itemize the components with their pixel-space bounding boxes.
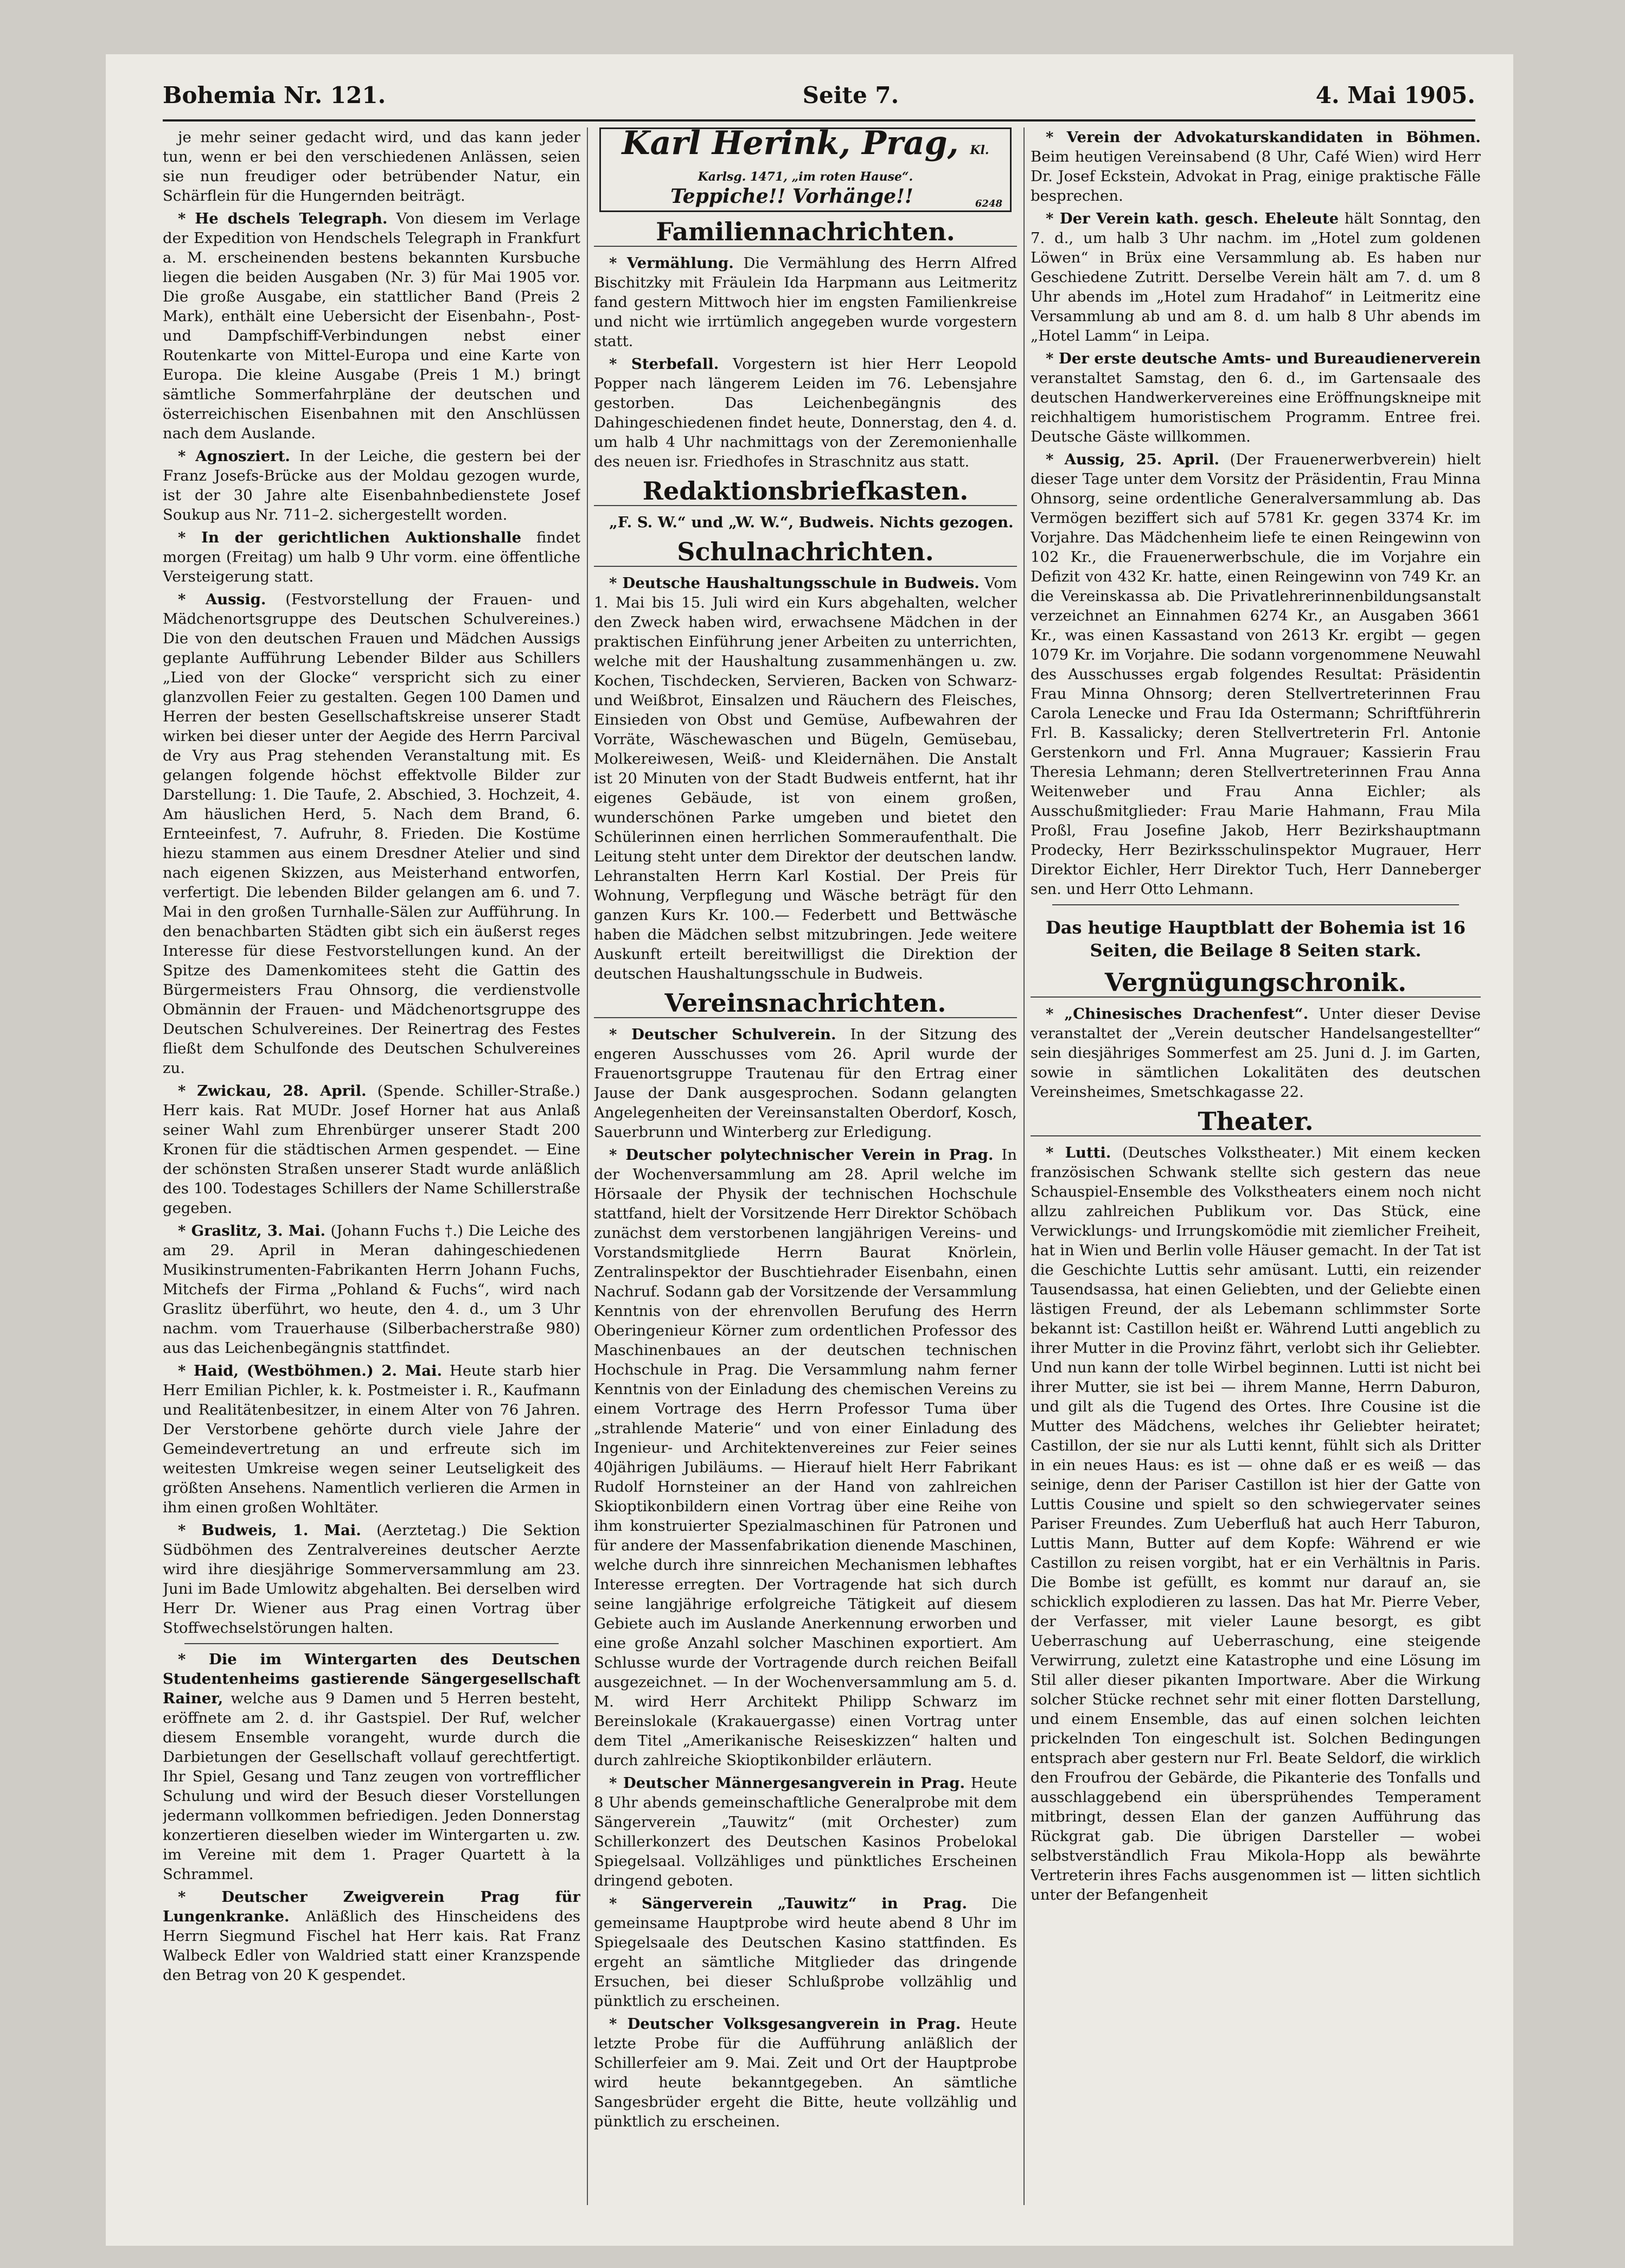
article-text: (Der Frauenerwerbverein) hielt dieser Tage unter dem Vorsitz der Präsidentin, Frau Minna Ohnsorg, seine ordentliche Generalversammlung ab. Das Vermögen beziffert sich auf 5781 Kr. gegen 3374 Kr. im Vorjahre. Das Mädchenheim liefe te einen Reingewinn von 102 Kr., die Frauenerwerbschule, die im Vorjahre ein Defizit von 432 Kr. hatte, einen Reingewinn von 749 Kr. an die Vereinskassa ab. Die Privatlehrerinnenbildungsanstalt verzeichnet an Einnahmen 6274 Kr., an Ausgaben 3661 Kr., was einen Kassastand von 2613 Kr. ergibt — gegen 1079 Kr. im Vorjahre. Die sodann vorgenommene Neuwahl des Ausschusses ergab folgendes Resultat: Präsidentin Frau Minna Ohnsorg; deren Stellvertreterinnen Frau Carola Lenecke und Frau Ida Ostermann; Schriftführerin Frl. B. Kassalicky; deren Stellvertreterin Frl. Antonie Gerstenkorn und Frl. Anna Mugrauer; Kassierin Frau Theresia Lehmann; deren Stellvertreterinnen Frau Anna Weitenweber und Frau Anna Eichler; als Ausschußmitglieder: Frau Marie Hahmann, Frau Mila Proßl, Frau Josefine Jakob, Herr Bezirkshauptmann Prodecky, Herr Bezirksschulinspektor Mugrauer, Herr Direktor Eichler, Herr Direktor Tuch, Herr Danneberger sen. und Herr Otto Lehmann. [1031,451,1481,898]
article-paragraph [1031,1143,1481,1905]
article-paragraph [163,1081,580,1218]
article-heading: * Deutscher Zweigverein Prag für Lungenkranke. [163,1888,580,1925]
article-heading: * Deutscher Schulverein. [609,1026,836,1043]
article-paragraph [163,1887,580,1985]
column-rule-1 [587,127,588,2205]
article-paragraph [163,528,580,586]
article-paragraph [163,1520,580,1638]
article-text: (Johann Fuchs †.) Die Leiche des am 29. April in Meran dahingeschiedenen Musikinstrumenten-Fabrikanten Herrn Johann Fuchs, Mitchefs der Firma „Pohland & Fuchs“, wird nach Graslitz überführt, wo heute, den 4. d., um 3 Uhr nachm. vom Trauerhause (Silberbacherstraße 980) aus das Leichenbegängnis stattfindet. [163,1222,580,1357]
article-text: (Spende. Schiller-Straße.) Herr kais. Rat MUDr. Josef Horner hat aus Anlaß seiner Wahl zum Ehrenbürger unserer Stadt 200 Kronen für die städtischen Armen gespendet. — Eine der schönsten Straßen unserer Stadt wurde anläßlich des 100. Todestages Schillers der Name Schillerstraße gegeben. [163,1082,580,1217]
article-paragraph [594,354,1017,471]
article-paragraph [594,573,1017,983]
article-text: In der Wochenversammlung am 28. April welche im Hörsaale der Physik der technischen Hochschule stattfand, hielt der Vorsitzende Herr Direktor Schöbach zunächst dem verstorbenen langjährigen Vereins- und Vorstandsmitgliede Herrn Baurat Knörlein, Zentralinspektor der Buschtiehrader Eisenbahn, einen Nachruf. Sodann gab der Vorsitzende der Versammlung Kenntnis von der ehrenvollen Berufung des Herrn Oberingenieur Körner zum ordentlichen Professor des Maschinenbaues an der deutschen technischen Hochschule in Prag. Die Versammlung nahm ferner Kenntnis von der Einladung des chemischen Vereins zu einem Vortrage des Herrn Professor Tuma über „strahlende Materie“ und von einer Einladung des Ingenieur- und Architektenvereines zur Feier seines 40jährigen Jubiläums. — Hierauf hielt Herr Fabrikant Rudolf Hornsteiner an der Hand von zahlreichen Skioptikonbildern einen Vortrag über eine Reihe von ihm konstruierter Spezialmaschinen für Patronen und für andere der Massenfabrikation dienende Maschinen, welche durch ihre sinnreichen Mechanismen lebhaftes Interesse erregten. Der Vortragende hat sich durch seine langjährige erfolgreiche Tätigkeit auf diesem Gebiete auch im Auslande Anerkennung erworben und eine große Anzahl solcher Maschinen exportiert. Am Schlusse wurde der Vortragende durch reichen Beifall ausgezeichnet. — In der Wochenversammlung am 5. d. M. wird Herr Architekt Philipp Schwarz im Bereinslokale (Krakauergasse) einen Vortrag unter dem Titel „Amerikanische Reiseskizzen“ halten und durch zahlreiche Skioptikonbilder erläutern. [594,1146,1017,1769]
article-paragraph [163,590,580,1078]
section-heading-entertainment: Vergnügungschronik. [1031,973,1481,998]
article-heading: * Aussig. [178,591,266,608]
header-date: 4. Mai 1905. [1315,81,1475,108]
article-paragraph [1031,450,1481,899]
article-paragraph [594,1145,1017,1770]
column-1 [163,127,580,2205]
ad-products [609,185,1002,209]
article-heading: * Deutscher Volksgesangverein in Prag. [609,2015,961,2033]
article-paragraph [594,1773,1017,1890]
divider [1052,904,1459,905]
article-text: (Aerztetag.) Die Sektion Südböhmen des Zentralvereines deutscher Aerzte wird ihre diesjährige Sommerversammlung am 23. Juni im Bade Umlowitz abgehalten. Bei derselben wird Herr Dr. Wiener aus Prag einen Vortrag über Stoffwechselstörungen halten. [163,1522,580,1637]
ad-brand [609,127,1002,187]
newspaper-page [106,54,1513,2246]
article-paragraph [1031,1004,1481,1102]
article-heading: * Lutti. [1046,1144,1111,1161]
article-paragraph: „F. S. W.“ und „W. W.“, Budweis. Nichts gezogen. [609,514,1014,531]
article-text: (Deutsches Volkstheater.) Mit einem kecken französischen Schwank stellte sich gestern das neue Schauspiel-Ensemble des Volkstheaters einem noch nicht allzu zahlreichen Publikum vor. Das Stück, eine Verwicklungs- und Irrungskomödie mit ziemlicher Freiheit, hat in Wien und Berlin volle Häuser gemacht. In der Tat ist die Geschichte Luttis sehr amüsant. Lutti, ein reizender Tausendsassa, hat einen Geliebten, und der Geliebte einen lästigen Freund, der als Lebemann schlimmster Sorte bekannt ist: Castillon heißt er. Während Lutti angeblich zu ihrer Mutter in die Provinz fährt, verlobt sich ihr Geliebter. Und nun kann der tolle Wirbel beginnen. Lutti ist nicht bei ihrer Mutter, sie ist bei — ihrem Manne, Herrn Daburon, und gilt als die Tugend des Ortes. Ihre Cousine ist die Mutter des Mädchens, welches ihr Geliebter heiratet; Castillon, der sie nur als Lutti kennt, fühlt sich als Dritter in ein neues Haus: es ist — ohne daß er es weiß — das seinige, denn der Pariser Castillon ist hier der Gatte von Luttis Cousine und spielt so den schwiegervater seines Pariser Freundes. Zum Ueberfluß hat auch Herr Taburon, Luttis Mann, Butter auf dem Kopfe: Während er wie Castillon zu reisen vorgibt, hat er ein Verhältnis in Paris. Die Bombe ist gefüllt, es kommt nur darauf an, sie schicklich explodieren zu lassen. Das hat Mr. Pierre Veber, der Verfasser, mit vieler Laune besorgt, es gibt Ueberraschung auf Ueberraschung, eine steigende Verwirrung, zuletzt eine Katastrophe und eine Lösung im Stil aller dieser pikanten Importware. Aber die Wirkung solcher Stücke rechnet sehr mit einer flotten Darstellung, und einem Ensemble, das auf einen solchen leichten prickelnden Ton eingeschult ist. Solchen Bedingungen entsprach aber gestern nur Frl. Beate Seldorf, die wirklich den Froufrou der Gebärde, die Pikanterie des Tonfalls und ausschlaggebend ein übersprühendes Temperament mitbringt, dessen Elan der ganzen Aufführung das Rückgrat gab. Die übrigen Darsteller — wobei selbstverständlich Frau Mikola-Hopp als bewährte Vertreterin ihres Fachs ausgenommen ist — litten sichtlich unter der Befangenheit [1031,1144,1481,1903]
article-heading: * Der Verein kath. gesch. Eheleute [1046,210,1339,227]
article-text: Heute starb hier Herr Emilian Pichler, k. k. Postmeister i. R., Kaufmann und Realitätenbesitzer, in einem Alter von 76 Jahren. Der Verstorbene gehörte durch viele Jahre der Gemeindevertretung an und erfreute sich im weitesten Umkreise wegen seiner Leutseligkeit des größten Ansehens. Namentlich verlieren die Armen in ihm einen großen Wohltäter. [163,1362,580,1516]
article-paragraph [163,209,580,443]
article-heading: * Graslitz, 3. Mai. [178,1222,326,1240]
article-text: veranstaltet Samstag, den 6. d., im Gartensaale des deutschen Handwerkervereines eine Eröffnungskneipe mit reichhaltigem humoristischem Programm. Entree frei. Deutsche Gäste willkommen. [1031,369,1481,445]
article-text: Die Vermählung des Herrn Alfred Bischitzky mit Fräulein Ida Harpmann aus Leitmeritz fand gestern Mittwoch hier im engsten Familienkreise und nicht wie irrtümlich angegeben wurde vorgestern statt. [594,254,1017,350]
article-heading: * Verein der Advokaturskandidaten in Böhmen. [1046,129,1481,146]
article-heading: * Aussig, 25. April. [1046,451,1220,468]
section-heading-theater: Theater. [1031,1111,1481,1136]
section-heading-school: Schulnachrichten. [594,542,1017,567]
article-paragraph [163,446,580,525]
article-text: Unter dieser Devise veranstaltet der „Verein deutscher Handelsangestellter“ sein diesjähriges Sommerfest am 25. Juni d. J. im Garten, sowie in sämtlichen Lokalitäten des deutschen Vereinsheimes, Smetschkagasse 22. [1031,1005,1481,1101]
article-text: (Festvorstellung der Frauen- und Mädchenortsgruppe des Deutschen Schulvereines.) Die von den deutschen Frauen und Mädchen Aussigs geplante Aufführung Lebender Bilder aus Schillers „Lied von der Glocke“ verspricht sich zu einer glanzvollen Feier zu gestalten. Gegen 100 Damen und Herren der besten Gesellschaftskreise unserer Stadt wirken bei dieser unter der Aegide des Herrn Parcival de Vry aus Prag stehenden Veranstaltung mit. Es gelangen folgende höchst effektvolle Bilder zur Darstellung: 1. Die Taufe, 2. Abschied, 3. Hochzeit, 4. Am häuslichen Herd, 5. Nach dem Brand, 6. Ernteeinfest, 7. Aufruhr, 8. Frieden. Die Kostüme hiezu stammen aus einem Dresdner Atelier und sind nach eigenen Skizzen, aus Meisterhand entworfen, verfertigt. Die lebenden Bilder gelangen am 6. und 7. Mai in den großen Turnhalle-Sälen zur Aufführung. In den benachbarten Städten gibt sich ein äußerst reges Interesse für diese Festvorstellungen kund. An der Spitze des Damenkomitees steht die Gattin des Bürgermeisters Frau Ohnsorg, die verdienstvolle Obmännin der Frauen- und Mädchenortsgruppe des Deutschen Schulvereines. Der Reinertrag des Festes fließt dem Schulfonde des Deutschen Schulvereines zu. [163,591,580,1077]
page-header [163,71,1475,122]
section-heading-family: Familiennachrichten. [594,222,1017,247]
article-heading: * Haid, (Westböhmen.) 2. Mai. [178,1362,443,1379]
column-3 [1031,127,1481,2205]
article-heading: * Agnosziert. [178,448,290,465]
article-heading: * Die im Wintergarten des Deutschen Studentenheims gastierende Sängergesellschaft Rainer, [163,1651,580,1707]
page-count-notice: Das heutige Hauptblatt der Bohemia ist 16 Seiten, die Beilage 8 Seiten stark. [1046,917,1466,961]
article-text: In der Sitzung des engeren Ausschusses vom 26. April wurde der Frauenortsgruppe Trautenau für den Ertrag einer Jause der Dank ausgesprochen. Sodann gelangten Angelegenheiten der Vereinsanstalten Oberdorf, Kosch, Sauerbrunn und Winterberg zur Erledigung. [594,1026,1017,1141]
article-text: In der Leiche, die gestern bei der Franz Josefs-Brücke aus der Moldau gezogen wurde, ist der 30 Jahre alte Eisenbahnbedienstete Josef Soukup aus Nr. 711–2. sichergestellt worden. [163,448,580,523]
column-2 [594,127,1017,2205]
article-heading: * He dschels Telegraph. [178,210,388,227]
article-text: Anläßlich des Hinscheidens des Herrn Siegmund Fischel hat Herr kais. Rat Franz Walbeck Edler von Waldried statt einer Kranzspende den Betrag von 20 K gespendet. [163,1908,580,1984]
article-paragraph [1031,349,1481,446]
article-heading: * Sängerverein „Tauwitz“ in Prag. [609,1895,968,1912]
article-paragraph [163,1650,580,1884]
ad-address: Kl. Karlsg. 1471, „im roten Hause“. [698,143,989,184]
article-paragraph [594,2014,1017,2131]
article-heading: * Zwickau, 28. April. [178,1082,367,1100]
article-paragraph [594,1894,1017,2011]
article-paragraph: je mehr seiner gedacht wird, und das kann jeder tun, wenn er bei den verschiedenen Anlässen, seien sie nun freudiger oder betrübender Natur, ein Schärflein für die Hungernden beiträgt. [163,129,580,205]
section-heading-letterbox: Redaktionsbriefkasten. [594,481,1017,506]
article-paragraph [1031,127,1481,206]
section-heading-clubs: Vereinsnachrichten. [594,993,1017,1018]
article-paragraph [163,1221,580,1358]
header-masthead: Bohemia Nr. 121. [163,81,386,108]
article-text: welche aus 9 Damen und 5 Herren besteht, eröffnete am 2. d. ihr Gastspiel. Der Ruf, welcher diesem Ensemble vorangeht, wurde durch die Darbietungen der Gesellschaft vollauf gerechtfertigt. Ihr Spiel, Gesang und Tanz zeugen von vortrefflicher Schulung und wird der Besuch dieser Vorstellungen jedermann vollkommen befriedigen. Jeden Donnerstag konzertieren dieselben wieder im Wintergarten u. zw. im Vereine mit dem 1. Prager Quartett à la Schrammel. [163,1690,580,1883]
ad-code: 6248 [975,198,1002,209]
ad-products-text: Teppiche!! Vorhänge!! [670,185,913,208]
header-page-number: Seite 7. [802,81,899,108]
article-heading: * In der gerichtlichen Auktionshalle [178,529,522,546]
article-text: Von diesem im Verlage der Expedition von Hendschels Telegraph in Frankfurt a. M. erscheinenden bestens bekannten Kursbuche liegen die beiden Ausgaben (Nr. 3) für Mai 1905 vor. Die große Ausgabe, ein stattlicher Band (Preis 2 Mark), enthält eine Uebersicht der Eisenbahn-, Post- und Dampfschiff-Verbindungen nebst einer Routenkarte von Mittel-Europa und eine Karte von Europa. Die kleine Ausgabe (Preis 1 M.) bringt sämtliche Sommerfahrpläne der deutschen und österreichischen Eisenbahnen mit den Anschlüssen nach dem Auslande. [163,210,580,442]
article-heading: * Vermählung. [609,254,734,272]
article-heading: * Deutscher polytechnischer Verein in Prag. [609,1146,994,1164]
article-text: Vom 1. Mai bis 15. Juli wird ein Kurs abgehalten, welcher den Zweck haben wird, erwachsene Mädchen in der praktischen Einführung jener Arbeiten zu unterrichten, welche mit der Haushaltung zusammenhängen u. zw. Kochen, Tischdecken, Servieren, Backen von Schwarz- und Weißbrot, Einsalzen und Räuchern des Fleisches, Einsieden von Obst und Gemüse, Aufbewahren der Vorräte, Wäschewaschen und Bügeln, Gemüsebau, Molkereiwesen, Weiß- und Kleidernähen. Die Anstalt ist 20 Minuten von der Stadt Budweis entfernt, hat ihr eigenes Gebäude, ist von einem großen, wunderschönen Parke umgeben und bietet den Schülerinnen einen herrlichen Sommeraufenthalt. Die Leitung steht unter dem Direktor der deutschen landw. Lehranstalten Herrn Karl Kostial. Der Preis für Wohnung, Verpflegung und Wäsche beträgt für den ganzen Kurs Kr. 100.— Federbett und Bettwäsche haben die Mädchen selbst mitzubringen. Jede weitere Auskunft erteilt bereitwilligst die Direktion der deutschen Haushaltungsschule in Budweis. [594,574,1017,982]
article-text: Vorgestern ist hier Herr Leopold Popper nach längerem Leiden im 76. Lebensjahre gestorben. Das Leichenbegängnis des Dahingeschiedenen findet heute, Donnerstag, den 4. d. um halb 4 Uhr nachmittags von der Zeremonienhalle des neuen isr. Friedhofes in Straschnitz aus statt. [594,355,1017,470]
article-heading: * „Chinesisches Drachenfest“. [1046,1005,1309,1023]
article-heading: * Sterbefall. [609,355,719,373]
article-text: Heute letzte Probe für die Aufführung anläßlich der Schillerfeier am 9. Mai. Zeit und Ort der Hauptprobe wird heute bekanntgegeben. An sämtliche Sangesbrüder ergeht die Bitte, heute vollzählig und pünktlich zu erscheinen. [594,2015,1017,2130]
article-heading: * Der erste deutsche Amts- und Bureaudienerverein [1046,350,1481,367]
article-text: Heute 8 Uhr abends gemeinschaftliche Generalprobe mit dem Sängerverein „Tauwitz“ (mit Orchester) zum Schillerkonzert des Deutschen Kasinos Probelokal Spiegelsaal. Vollzähliges und pünktliches Erscheinen dringend geboten. [594,1774,1017,1889]
column-rule-2 [1023,127,1025,2205]
article-heading: * Deutsche Haushaltungsschule in Budweis. [609,574,980,592]
article-paragraph [594,253,1017,351]
article-heading: * Budweis, 1. Mai. [178,1522,361,1539]
divider [184,1643,559,1644]
article-paragraph [594,1025,1017,1142]
article-text: hält Sonntag, den 7. d., um halb 3 Uhr nachm. im „Hotel zum goldenen Löwen“ in Brüx eine Versammlung ab. Es haben nur Geschiedene Zutritt. Derselbe Verein hält am 7. d. um 8 Uhr abends im „Hotel zum Hradahof“ in Leitmeritz eine Versammlung ab und am 8. d. um halb 8 Uhr abends im „Hotel Lamm“ in Leipa. [1031,210,1481,344]
article-paragraph [163,1361,580,1517]
article-paragraph [1031,209,1481,346]
article-text: Beim heutigen Vereinsabend (8 Uhr, Café Wien) wird Herr Dr. Josef Eckstein, Advokat in Prag, einige praktische Fälle besprechen. [1031,148,1481,205]
article-text: Die gemeinsame Hauptprobe wird heute abend 8 Uhr im Spiegelsaale des Deutschen Kasino stattfinden. Es ergeht an sämtliche Mitglieder das dringende Ersuchen, bei dieser Schlußprobe vollzählig und pünktlich zu erscheinen. [594,1895,1017,2010]
article-heading: * Deutscher Männergesangverein in Prag. [609,1774,965,1792]
advertisement-box [599,127,1012,212]
ad-brand-name: Karl Herink, Prag, [622,127,959,162]
article-text: findet morgen (Freitag) um halb 9 Uhr vorm. eine öffentliche Versteigerung statt. [163,529,580,585]
